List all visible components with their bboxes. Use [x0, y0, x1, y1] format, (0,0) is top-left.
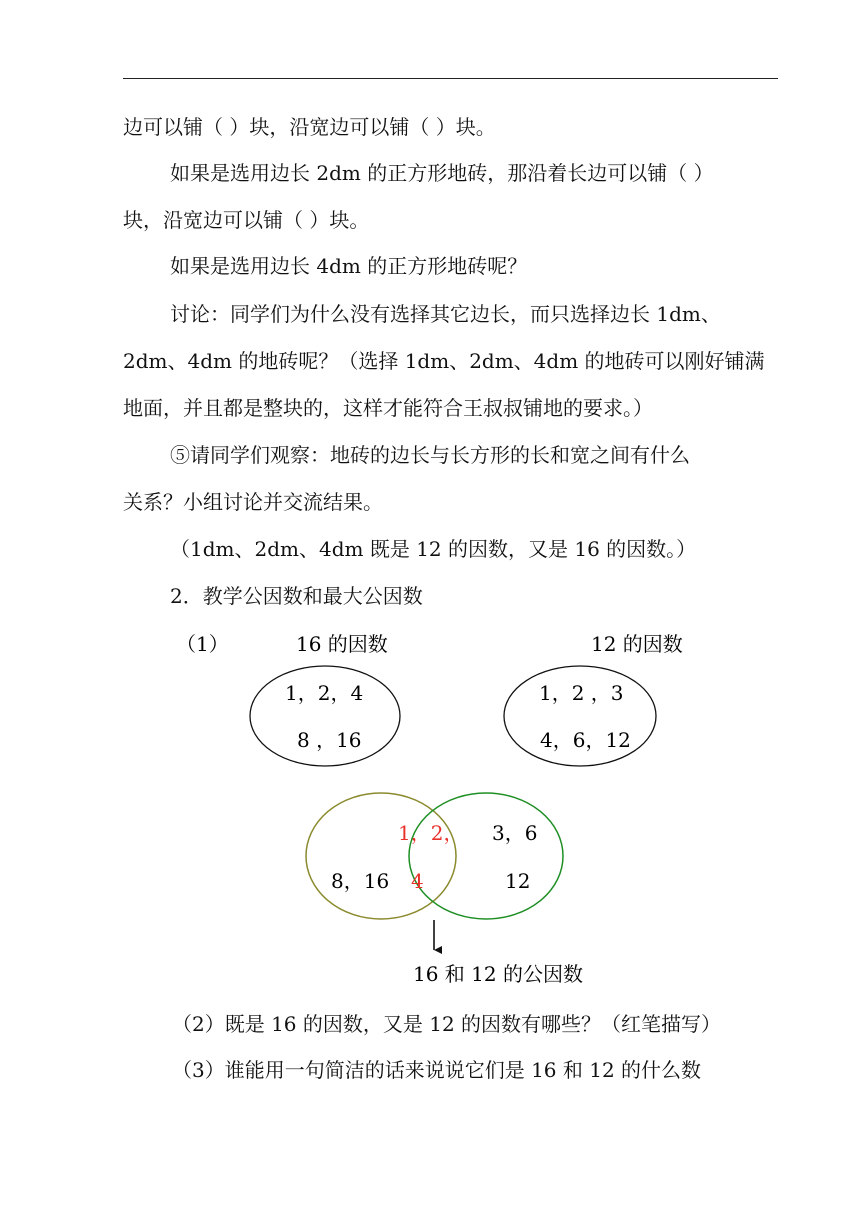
left-set-title: 16 的因数 [296, 632, 388, 656]
right-set-row2: 4，6，12 [540, 728, 631, 752]
paragraph-line-1: 边可以铺（ ）块，沿宽边可以铺（ ）块。 [123, 115, 496, 139]
question-3: （3）谁能用一句简洁的话来说说它们是 16 和 12 的什么数 [172, 1058, 702, 1082]
paragraph-line-3: 块，沿宽边可以铺（ ）块。 [123, 208, 370, 232]
paragraph-line-7: 地面，并且都是整块的，这样才能符合王叔叔铺地的要求。） [123, 396, 653, 420]
venn-common-row2: 4 [411, 869, 424, 893]
paragraph-line-10: （1dm、2dm、4dm 既是 12 的因数，又是 16 的因数。） [170, 537, 697, 561]
paragraph-line-6: 2dm、4dm 的地砖呢？（选择 1dm、2dm、4dm 的地砖可以刚好铺满 [123, 349, 765, 373]
paragraph-line-2: 如果是选用边长 2dm 的正方形地砖，那沿着长边可以铺（ ） [170, 161, 714, 185]
venn-left-only: 8，16 [331, 869, 390, 893]
venn-circle-12 [409, 793, 563, 919]
left-set-row2: 8 ，16 [297, 728, 362, 752]
paragraph-line-9: 关系？小组讨论并交流结果。 [123, 490, 383, 514]
venn-common-row1: 1，2， [398, 821, 464, 845]
right-set-title: 12 的因数 [591, 632, 683, 656]
left-set-row1: 1，2，4 [285, 681, 364, 705]
venn-right-row1: 3，6 [492, 821, 538, 845]
paragraph-line-8: ⑤请同学们观察：地砖的边长与长方形的长和宽之间有什么 [170, 443, 690, 467]
right-set-row1: 1，2 ，3 [539, 681, 624, 705]
figure-label: （1） [176, 632, 229, 656]
venn-right-row2: 12 [505, 869, 531, 893]
venn-caption: 16 和 12 的公因数 [413, 962, 583, 986]
venn-circle-16 [306, 793, 456, 919]
paragraph-line-5: 讨论：同学们为什么没有选择其它边长，而只选择边长 1dm、 [170, 302, 721, 326]
question-2: （2）既是 16 的因数，又是 12 的因数有哪些？（红笔描写） [172, 1012, 722, 1036]
paragraph-line-4: 如果是选用边长 4dm 的正方形地砖呢？ [170, 254, 528, 278]
section-heading: 2．教学公因数和最大公因数 [170, 584, 423, 608]
